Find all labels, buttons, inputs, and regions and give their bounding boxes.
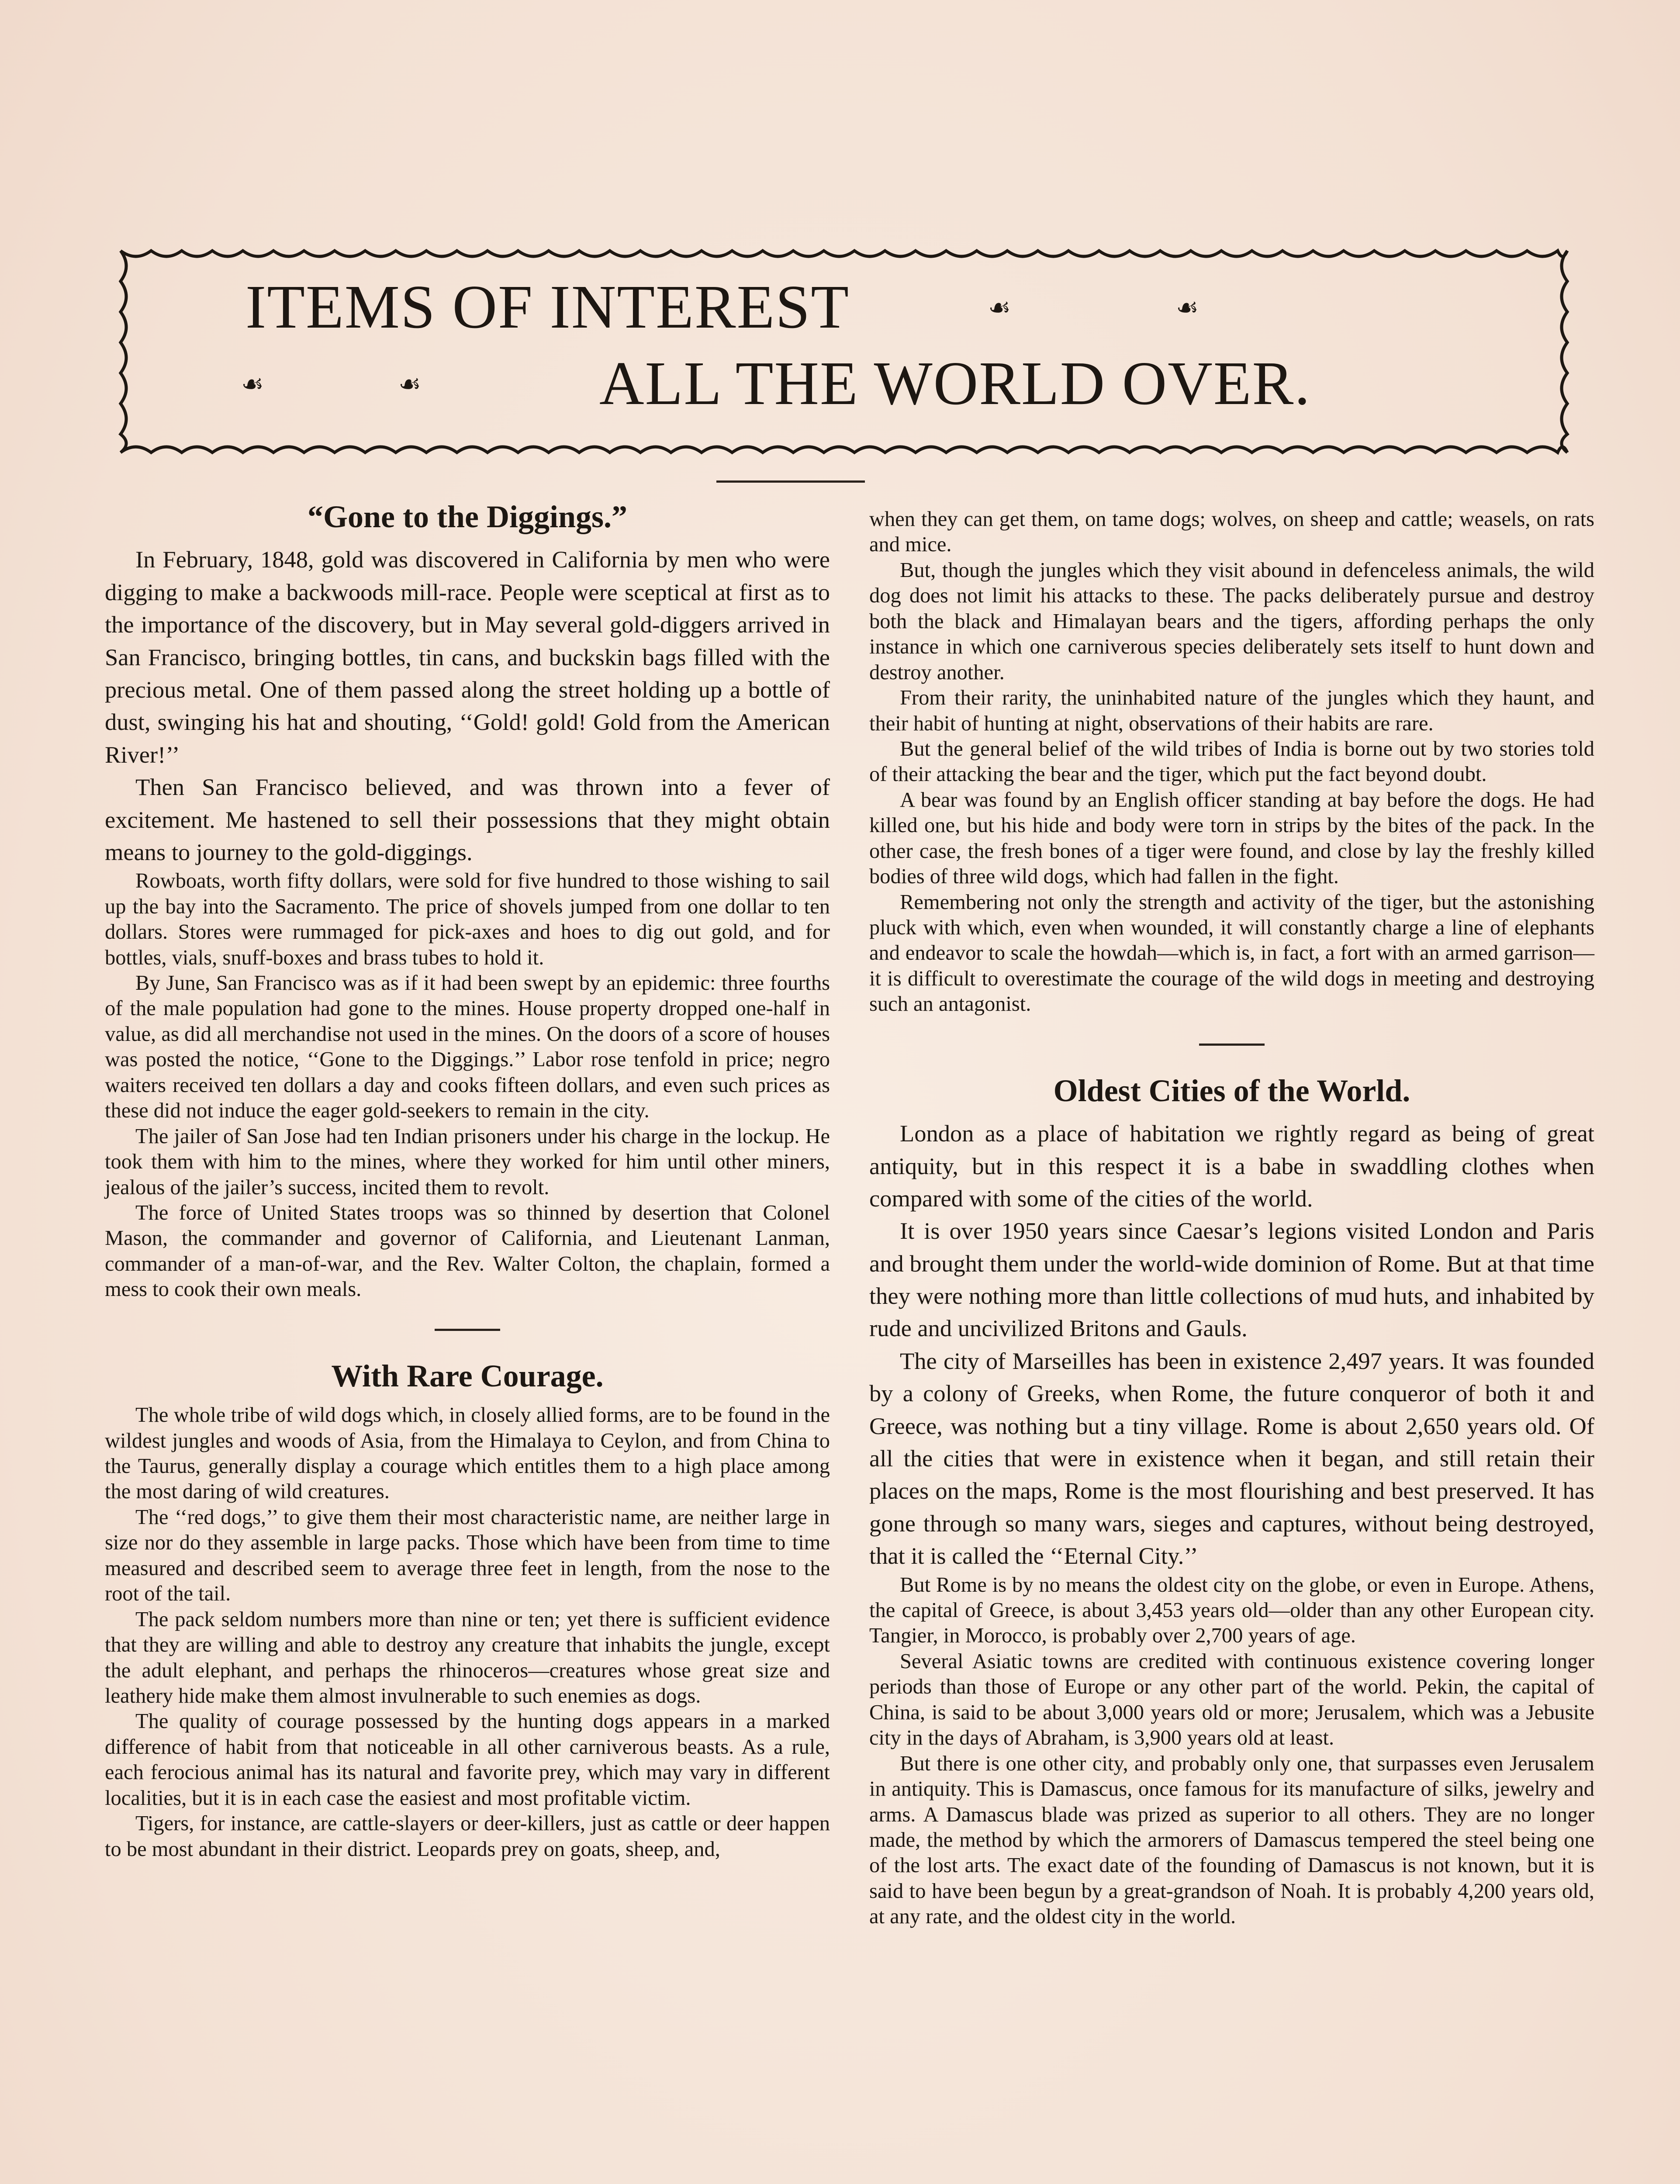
article-paragraph: The city of Marseilles has been in existence 2,497 years. It was founded by a colony of Greeks, when Rome, the future conqueror of both it and Greece, was nothing but a tiny village. Rome is about 2,650 years old. Of all the cities that were in existence when it began, and still retain their places on the maps, Rome is the most flourishing and best preserved. It has gone through so many wars, sieges and captures, without being destroyed, that it is called the ‘‘Eternal City.’’ [869,1347,1594,1569]
fleuron-icon: ☙ [988,293,1011,322]
article-paragraph: But Rome is by no means the oldest city on the globe, or even in Europe. Athens, the capital of Greece, is about 3,453 years old—older than any other European city. Tangier, in Morocco, is probably over 2,700 years of age. [869,1573,1594,1648]
article-paragraph: Then San Francisco believed, and was thrown into a fever of excitement. Me hastened to sell their possessions that they might obtain means to journey to the gold-diggings. [105,774,830,865]
article-paragraph: But there is one other city, and probably only one, that surpasses even Jerusalem in antiquity. This is Damascus, once famous for its manufacture of silks, jewelry and arms. A Damascus blade was prized as superior to all others. They are no longer made, the method by which the armorers of Damascus tempered the steel being one of the lost arts. The exact date of the founding of Damascus is not known, but it is said to have been begun by a great-grandson of Noah. It is probably 4,200 years old, at any rate, and the oldest city in the world. [869,1752,1594,1928]
article-paragraph: From their rarity, the uninhabited nature of the jungles which they haunt, and their habit of hunting at night, observations of their habits are rare. [869,686,1594,735]
article-paragraph: The force of United States troops was so thinned by desertion that Colonel Mason, the commander and governor of California, and Lieutenant Lanman, commander of a man-of-war, and the Rev. Walter Colton, the chaplain, formed a mess to cook their own meals. [105,1201,830,1301]
article-paragraph: But the general belief of the wild tribes of India is borne out by two stories told of their attacking the bear and the tiger, which put the fact beyond doubt. [869,737,1594,786]
article-paragraph: when they can get them, on tame dogs; wolves, on sheep and cattle; weasels, on rats and mice. [869,508,1594,556]
section-divider [1199,1044,1265,1046]
article-paragraph: The whole tribe of wild dogs which, in closely allied forms, are to be found in the wildest jungles and woods of Asia, from the Himalaya to Ceylon, and from China to the Taurus, generally display a courage which entitles them to a high place among the most daring of wild creatures. [105,1403,830,1503]
article-title-gone-to-diggings: “Gone to the Diggings.” [307,499,628,534]
article-paragraph: In February, 1848, gold was discovered in California by men who were digging to make a backwoods mill-race. People were sceptical at first as to the importance of the discovery, but in May several gold-diggers arrived in San Francisco, bringing bottles, tin cans, and buckskin bags filled with the precious metal. One of them passed along the street holding up a bottle of dust, swinging his hat and shouting, ‘‘Gold! gold! Gold from the American River!’’ [105,546,830,768]
article-paragraph: London as a place of habitation we rightly regard as being of great antiquity, but in this respect it is a babe in swaddling clothes when compared with some of the cities of the world. [869,1120,1594,1212]
article-paragraph: The ‘‘red dogs,’’ to give them their most characteristic name, are neither large in size nor do they assemble in large packs. Those which have been from time to time measured and described seem to average three feet in length, from the nose to the root of the tail. [105,1505,830,1606]
article-paragraph: It is over 1950 years since Caesar’s legions visited London and Paris and brought them under the world-wide dominion of Rome. But at that time they were nothing more than little collections of mud huts, and inhabited by rude and uncivilized Britons and Gauls. [869,1217,1594,1342]
article-paragraph: But, though the jungles which they visit abound in defenceless animals, the wild dog does not limit his attacks to these. The packs deliberately pursue and destroy both the black and Himalayan bears and the tigers, affording perhaps the only instance in which one carniverous species deliberately sets itself to hunt down and destroy another. [869,558,1594,684]
header-line-2: ALL THE WORLD OVER. [599,349,1311,418]
header-line-1: ITEMS OF INTEREST [245,272,850,341]
article-paragraph: The quality of courage possessed by the hunting dogs appears in a marked difference of habit from that noticeable in all other carniverous beasts. As a rule, each ferocious animal has its natural and favorite prey, which may vary in different localities, but it is in each case the easiest and most profitable victim. [105,1710,830,1810]
article-paragraph: By June, San Francisco was as if it had been swept by an epidemic: three fourths of the male population had gone to the mines. House property dropped one-half in value, as did all merchandise not used in the mines. On the doors of a score of houses was posted the notice, ‘‘Gone to the Diggings.’’ Labor rose tenfold in price; negro waiters received ten dollars a day and cooks fifteen dollars, and even such prices as these did not induce the eager gold-seekers to remain in the city. [105,971,830,1123]
fleuron-icon: ☙ [1176,293,1199,322]
article-paragraph: Remembering not only the strength and activity of the tiger, but the astonishing pluck with which, even when wounded, it will constantly charge a line of elephants and endeavor to scale the howdah—which is, in fact, a fort with an armed garrison—it is difficult to overestimate the courage of the wild dogs in meeting and destroying such an antagonist. [869,890,1594,1016]
article-title-oldest-cities: Oldest Cities of the World. [1053,1073,1410,1108]
section-divider [435,1329,500,1331]
fleuron-icon: ☙ [398,369,421,399]
header-banner [114,245,1573,459]
header-separator [716,480,865,483]
article-paragraph: The pack seldom numbers more than nine or ten; yet there is sufficient evidence that they are willing and able to destroy any creature that inhabits the jungle, except the adult elephant, and perhaps the rhinoceros—creatures whose great size and leathery hide make them almost invulnerable to such enemies as dogs. [105,1607,830,1707]
right-column [869,507,1594,1930]
left-column [105,498,830,1862]
article-title-rare-courage: With Rare Courage. [331,1358,604,1393]
article-paragraph: A bear was found by an English officer standing at bay before the dogs. He had killed one, but his hide and body were torn in strips by the bites of the pack. In the other case, the fresh bones of a tiger were found, and close by lay the freshly killed bodies of three wild dogs, which had fallen in the fight. [869,788,1594,888]
article-paragraph: Tigers, for instance, are cattle-slayers or deer-killers, just as cattle or deer happen to be most abundant in their district. Leopards prey on goats, sheep, and, [105,1812,830,1861]
article-paragraph: Rowboats, worth fifty dollars, were sold for five hundred to those wishing to sail up the bay into the Sacramento. The price of shovels jumped from one dollar to ten dollars. Stores were rummaged for pick-axes and hoes to dig out gold, and for bottles, vials, snuff-boxes and brass tubes to hold it. [105,869,830,969]
fleuron-icon: ☙ [241,369,264,399]
article-paragraph: Several Asiatic towns are credited with continuous existence covering longer periods than those of Europe or any other part of the world. Pekin, the capital of China, is said to be about 3,000 years old or more; Jerusalem, which was a Jebusite city in the days of Abraham, is 3,900 years old at least. [869,1649,1594,1750]
article-paragraph: The jailer of San Jose had ten Indian prisoners under his charge in the lockup. He took them with him to the mines, where they worked for him until other miners, jealous of the jailer’s success, incited them to revolt. [105,1124,830,1199]
